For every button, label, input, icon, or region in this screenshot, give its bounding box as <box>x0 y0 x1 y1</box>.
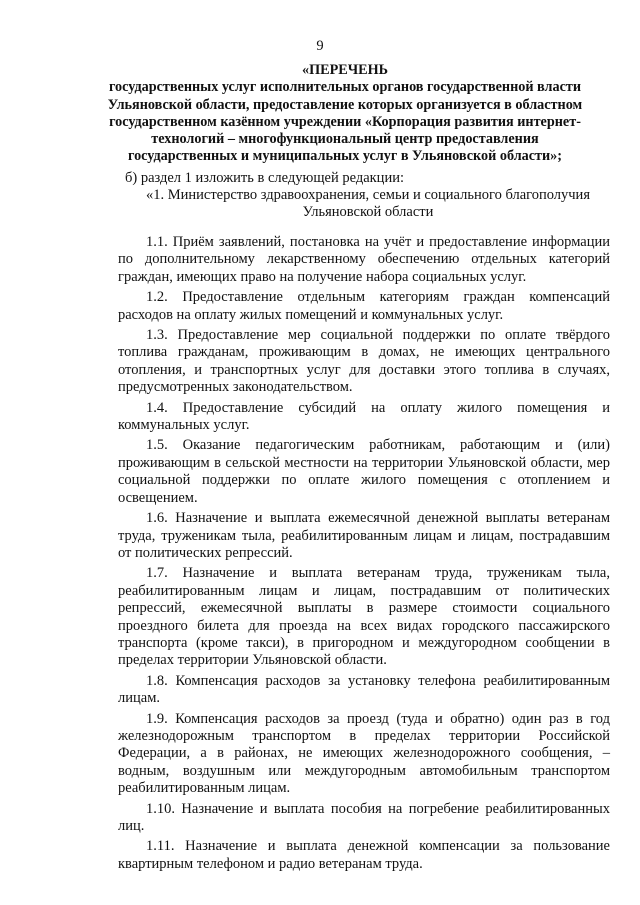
section-heading-line: Ульяновской области <box>302 204 434 221</box>
page-number: 9 <box>316 38 324 54</box>
title-heading: «ПЕРЕЧЕНЬ <box>301 62 388 78</box>
item-text: Назначение и выплата денежной компенсации за пользование квартирным телефоном и радио ветеранам труда. <box>118 838 610 872</box>
item-number: 1.5. <box>146 437 168 454</box>
list-item <box>118 289 610 324</box>
item-number: 1.10. <box>146 800 175 817</box>
list-item <box>118 838 610 873</box>
item-text: Компенсация расходов за установку телефона реабилитированным лицам. <box>118 672 610 707</box>
list-item <box>118 801 610 836</box>
list-item <box>118 327 610 397</box>
item-text: Предоставление отдельным категориям граждан компенсаций расходов на оплату жилых помещений и коммунальных услуг. <box>118 289 611 323</box>
item-number: 1.9. <box>146 710 168 727</box>
item-text: Приём заявлений, постановка на учёт и предоставление информации по дополнительному лекарственному обеспечению отдельных категорий граждан, имеющих право на получение набора социальных услуг. <box>118 234 611 285</box>
item-text: Назначение и выплата ветеранам труда, труженикам тыла, реабилитированным лицам и лицам, пострадавшим от политических репрессий, ежемесячной выплаты в размере стоимости социального проездного билета для проезда на всех видах городского пассажирского транспорта (кроме такси), в пригородном и междугородном сообщении в пределах территории Ульяновской области. <box>118 565 610 669</box>
list-item <box>118 510 610 562</box>
list-item <box>118 234 610 286</box>
title-line: государственном казённом учреждении «Корпорация развития интернет- <box>109 113 581 130</box>
list-title <box>78 62 612 166</box>
item-number: 1.1. <box>146 234 168 250</box>
item-number: 1.2. <box>146 289 168 306</box>
section-heading-line: «1. Министерство здравоохранения, семьи и социального благополучия <box>145 187 590 203</box>
list-item <box>118 437 610 507</box>
item-number: 1.4. <box>146 399 168 416</box>
section-heading <box>118 187 618 222</box>
item-text: Назначение и выплата ежемесячной денежной выплаты ветеранам труда, труженикам тыла, реабилитированным лицам и лицам, пострадавшим от политических репрессий. <box>118 510 610 561</box>
list-item <box>118 565 610 669</box>
item-text: Предоставление субсидий на оплату жилого помещения и коммунальных услуг. <box>118 399 610 434</box>
item-number: 1.3. <box>146 327 168 344</box>
item-text: Компенсация расходов за проезд (туда и обратно) один раз в год железнодорожным транспортом в пределах территории Российской Федерации, а в районах, не имеющих железнодорожного сообщения, – водным, воздушным или междугородным автомобильным транспортом реабилитированным лицам. <box>118 710 611 797</box>
item-number: 1.8. <box>146 672 168 689</box>
title-line: Ульяновской области, предоставление которых организуется в областном <box>107 96 583 113</box>
title-line: технологий – многофункциональный центр предоставления <box>151 131 539 148</box>
services-list <box>118 234 610 876</box>
list-item <box>118 673 610 708</box>
item-number: 1.6. <box>146 510 168 527</box>
list-item <box>118 711 610 798</box>
item-text: Предоставление мер социальной поддержки по оплате твёрдого топлива гражданам, проживающим в домах, не имеющих центрального отопления, и транспортных услуг для доставки этого топлива в случаях, предусмотренных законодательством. <box>118 327 610 396</box>
list-item <box>118 400 610 435</box>
item-text: Оказание педагогическим работникам, работающим и (или) проживающим в сельской местности на территории Ульяновской области, мер социальной поддержки по оплате жилого помещения с отоплением и освещением. <box>118 437 611 506</box>
amendment-instruction: б) раздел 1 изложить в следующей редакции: <box>125 170 404 186</box>
item-number: 1.11. <box>146 838 175 855</box>
item-number: 1.7. <box>146 565 168 582</box>
title-line: государственных и муниципальных услуг в Ульяновской области»; <box>127 148 563 165</box>
item-text: Назначение и выплата пособия на погребение реабилитированных лиц. <box>118 800 611 834</box>
title-line: государственных услуг исполнительных органов государственной власти <box>108 79 582 96</box>
